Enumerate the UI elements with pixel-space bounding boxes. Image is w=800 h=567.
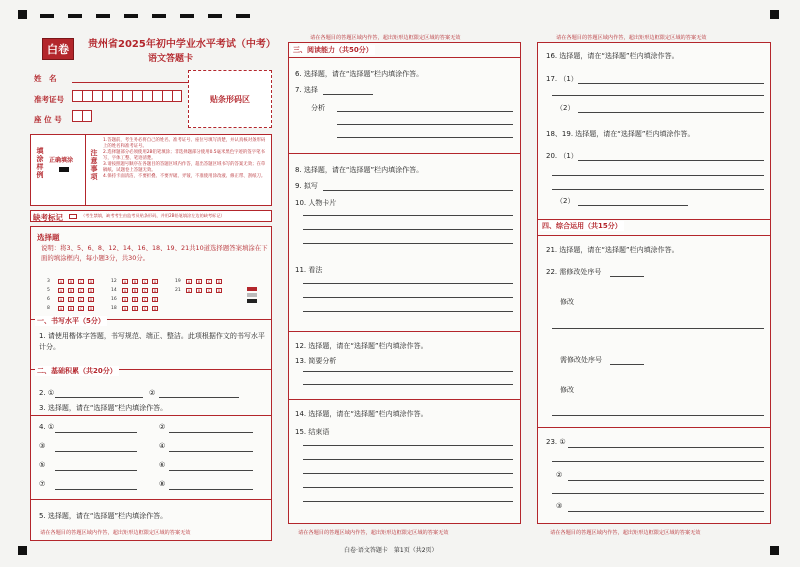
question-4-item: ⑦ [39,480,46,488]
answer-bubble[interactable]: A [59,289,63,293]
choice-bubble-row [47,288,94,293]
answer-bubble[interactable]: B [133,280,137,284]
choice-bubble-row [175,279,222,284]
answer-line[interactable] [552,189,764,190]
answer-bubble[interactable]: A [187,289,191,293]
answer-line[interactable] [610,276,644,277]
question-21: 21. 选择题，请在“选择题”栏内填涂作答。 [546,246,679,254]
question-4-item: ⑤ [39,461,46,469]
answer-bubble[interactable]: C [143,289,147,293]
question-17-2: （2） [556,104,575,112]
answer-line[interactable] [552,461,764,462]
question-number: 19 [175,279,181,284]
answer-line[interactable] [578,205,688,206]
question-20-2: （2） [556,197,575,205]
answer-line[interactable] [578,112,764,113]
question-number: 5 [47,288,50,293]
answer-bubble[interactable]: A [123,298,127,302]
answer-line[interactable] [578,160,764,161]
right-answer-box [537,42,771,524]
answer-bubble[interactable]: A [123,280,127,284]
legend-swatch [247,299,257,303]
answer-bubble[interactable]: D [217,289,221,293]
answer-line[interactable] [169,470,253,471]
section-heading: 三、阅读能力（共50分） [293,46,373,54]
answer-line[interactable] [337,137,513,138]
answer-line[interactable] [55,489,137,490]
name-label: 姓 名 [34,74,57,83]
choice-title: 选择题 [37,233,60,242]
answer-line[interactable] [169,451,253,452]
question-4-item: 4. ① [39,423,55,431]
question-16: 16. 选择题，请在“选择题”栏内填涂作答。 [546,52,679,60]
notice-item: 4.保持卡面清洁，不要折叠、不要弄破、弄皱，不准使用涂改液、修正带、刮纸刀。 [103,174,266,179]
answer-bubble[interactable]: D [217,280,221,284]
paper-badge: 白卷 [42,38,74,60]
registration-mark [770,546,779,555]
question-13: 13. 简要分析 [295,357,337,365]
answer-line[interactable] [337,124,513,125]
page-number: 白卷·语文答题卡 第1页（共2页） [344,547,438,554]
answer-line[interactable] [568,480,764,481]
card-subtitle: 语文答题卡 [148,54,194,64]
answer-bubble[interactable]: C [143,280,147,284]
question-8: 8. 选择题，请在“选择题”栏内填涂作答。 [295,166,424,174]
question-number: 12 [111,279,117,284]
fill-example-label: 填涂样例 [36,147,44,179]
answer-line[interactable] [303,445,513,446]
question-23-3: ③ [556,502,563,510]
registration-mark [18,546,27,555]
answer-line[interactable] [568,511,764,512]
answer-line[interactable] [169,432,253,433]
answer-bubble[interactable]: D [89,289,93,293]
legend-swatch [247,293,257,297]
question-20-1: 20. （1） [546,152,578,160]
answer-bubble[interactable]: D [89,280,93,284]
choice-bubble-row [111,279,158,284]
choice-bubble-row [111,288,158,293]
answer-bubble[interactable]: C [207,280,211,284]
question-22a: 22. 需修改处序号 [546,268,602,276]
notice-items [103,138,269,180]
answer-line[interactable] [552,95,764,96]
answer-line[interactable] [337,111,513,112]
middle-answer-box [288,42,521,524]
answer-line[interactable] [303,229,513,230]
answer-line[interactable] [303,243,513,244]
choice-bubble-row [175,288,222,293]
answer-bubble[interactable]: B [69,289,73,293]
answer-bubble[interactable]: A [187,280,191,284]
seat-label: 座 位 号 [34,115,62,124]
answer-line[interactable] [552,415,764,416]
choice-bubble-row [47,279,94,284]
answer-bubble[interactable]: D [89,298,93,302]
question-22b: 需修改处序号 [560,356,602,364]
answer-line[interactable] [568,447,764,448]
absent-mark-label: 缺考标记 [33,213,63,222]
question-1: 1. 请使用楷体字答题，书写规范、端正、整洁。此项根据作文的书写水平计分。 [39,332,265,351]
answer-bubble[interactable]: C [207,289,211,293]
answer-bubble[interactable]: A [59,307,63,311]
timing-mark [40,14,54,18]
answer-line[interactable] [323,190,513,191]
correct-fill-sample [59,167,69,172]
absent-mark-box[interactable] [69,214,77,219]
question-number: 6 [47,297,50,302]
answer-line[interactable] [303,384,513,385]
answer-line[interactable] [303,459,513,460]
question-17-1: 17. （1） [546,75,578,83]
answer-bubble[interactable]: D [153,289,157,293]
answer-line[interactable] [55,432,137,433]
question-4-item: ③ [39,442,46,450]
answer-line[interactable] [303,487,513,488]
correct-fill-label: 正确填涂 [49,157,74,164]
answer-bubble[interactable]: A [123,289,127,293]
question-5: 5. 选择题，请在“选择题”栏内填涂作答。 [39,512,168,520]
answer-line[interactable] [303,371,513,372]
question-10: 10. 人物卡片 [295,199,337,207]
question-number: 21 [175,288,181,293]
answer-line[interactable] [55,397,143,398]
left-footer: 请在各题目的答题区域内作答，超出矩形边框限定区域的答案无效 [40,530,191,536]
answer-bubble[interactable]: C [79,280,83,284]
barcode-area: 贴条形码区 [188,70,272,128]
left-answer-box [30,226,272,541]
choice-bubble-row [111,306,158,311]
exam-title: 贵州省2025年初中学业水平考试（中考） [88,39,276,50]
question-11: 11. 看法 [295,266,323,274]
right-header-note: 请在各题目的答题区域内作答，超出矩形边框限定区域的答案无效 [556,35,707,41]
question-number: 18 [111,306,117,311]
timing-mark [152,14,166,18]
middle-footer: 请在各题目的答题区域内作答，超出矩形边框限定区域的答案无效 [298,530,449,536]
exam-no-grid[interactable] [72,90,182,102]
answer-bubble[interactable]: B [69,298,73,302]
answer-line[interactable] [552,493,764,494]
choice-bubble-row [47,306,94,311]
question-14: 14. 选择题，请在“选择题”栏内填涂作答。 [295,410,428,418]
choice-description: 说明：将3、5、6、8、12、14、16、18、19、21共10道选择题答案填涂在下面的填涂框内，每小题3分，共30分。 [41,244,268,262]
answer-line[interactable] [303,311,513,312]
section-heading: 四、综合运用（共15分） [542,222,622,230]
right-footer: 请在各题目的答题区域内作答，超出矩形边框限定区域的答案无效 [550,530,701,536]
timing-mark [68,14,82,18]
answer-bubble[interactable]: A [123,307,127,311]
seat-grid[interactable] [72,110,92,122]
question-2: 2. ① [39,389,55,397]
answer-bubble[interactable]: B [133,298,137,302]
question-number: 14 [111,288,117,293]
question-2b: ② [149,389,156,397]
absent-mark-note: （考生禁填，缺考考生由监考员贴条形码，并用2B铅笔填涂左边的缺考标记） [81,213,225,218]
answer-line[interactable] [303,473,513,474]
notice-item: 2.选择题部分必须使用2B铅笔填涂；非选择题部分使用0.5毫米黑色字迹的签字笔书写，字体工整、笔迹清楚。 [103,150,265,161]
section-heading: 一、书写水平（5分） [37,317,105,325]
choice-bubble-row [111,297,158,302]
question-12: 12. 选择题，请在“选择题”栏内填涂作答。 [295,342,428,350]
answer-bubble[interactable]: B [197,280,201,284]
notice-box [30,134,272,206]
answer-bubble[interactable]: D [89,307,93,311]
timing-mark [96,14,110,18]
answer-bubble[interactable]: A [59,280,63,284]
question-4-item: ② [159,423,166,431]
answer-bubble[interactable]: B [69,280,73,284]
middle-header-note: 请在各题目的答题区域内作答，超出矩形边框限定区域的答案无效 [310,35,461,41]
question-6: 6. 选择题，请在“选择题”栏内填涂作答。 [295,70,424,78]
question-4-item: ⑥ [159,461,166,469]
answer-bubble[interactable]: D [153,298,157,302]
answer-line[interactable] [552,328,764,329]
answer-bubble[interactable]: B [133,289,137,293]
name-field[interactable] [72,82,192,83]
question-number: 3 [47,279,50,284]
answer-line[interactable] [55,470,137,471]
notice-item: 1.答题前，考生务必将自己的姓名、准考证号、座位号填写清楚，并认真核对条形码上的姓名和准考证号。 [103,138,266,149]
answer-bubble[interactable]: C [79,289,83,293]
exam-no-label: 准考证号 [34,95,64,104]
question-number: 16 [111,297,117,302]
question-18-19: 18、19. 选择题，请在“选择题”栏内填涂作答。 [546,130,695,138]
answer-bubble[interactable]: C [143,298,147,302]
legend-swatch [247,287,257,291]
question-22a-fix: 修改 [560,298,574,306]
answer-bubble[interactable]: C [79,307,83,311]
question-15: 15. 结束语 [295,428,330,436]
answer-line[interactable] [159,397,239,398]
answer-line[interactable] [303,297,513,298]
timing-mark [180,14,194,18]
question-9: 9. 拟写 [295,182,318,190]
question-4-item: ④ [159,442,166,450]
question-22b-fix: 修改 [560,386,574,394]
answer-line[interactable] [303,501,513,502]
answer-bubble[interactable]: B [133,307,137,311]
timing-mark [236,14,250,18]
question-7b: 分析 [311,104,325,112]
answer-bubble[interactable]: C [143,307,147,311]
question-7: 7. 选择 [295,86,318,94]
answer-line[interactable] [303,215,513,216]
answer-line[interactable] [610,364,644,365]
answer-bubble[interactable]: D [153,280,157,284]
answer-line[interactable] [169,489,253,490]
answer-bubble[interactable]: B [197,289,201,293]
question-23-1: 23. ① [546,438,566,446]
answer-line[interactable] [55,451,137,452]
registration-mark [770,10,779,19]
answer-bubble[interactable]: C [79,298,83,302]
notice-item: 3.请按照题号顺序在各题目的答题区域内作答，超出答题区域书写的答案无效；在草稿纸、试题卷上答题无效。 [103,162,266,173]
question-23-2: ② [556,471,563,479]
answer-bubble[interactable]: B [69,307,73,311]
question-4-item: ⑧ [159,480,166,488]
timing-mark [124,14,138,18]
choice-bubble-row [47,297,94,302]
answer-line[interactable] [323,94,373,95]
answer-bubble[interactable]: A [59,298,63,302]
answer-line[interactable] [578,83,764,84]
answer-line[interactable] [552,175,764,176]
answer-line[interactable] [303,283,513,284]
absent-mark-row [30,210,272,222]
question-number: 8 [47,306,50,311]
timing-mark [208,14,222,18]
notice-label: 注意事项 [90,149,98,181]
answer-bubble[interactable]: D [153,307,157,311]
question-3: 3. 选择题，请在“选择题”栏内填涂作答。 [39,404,168,412]
section-heading: 二、基础积累（共20分） [37,367,117,375]
registration-mark [18,10,27,19]
